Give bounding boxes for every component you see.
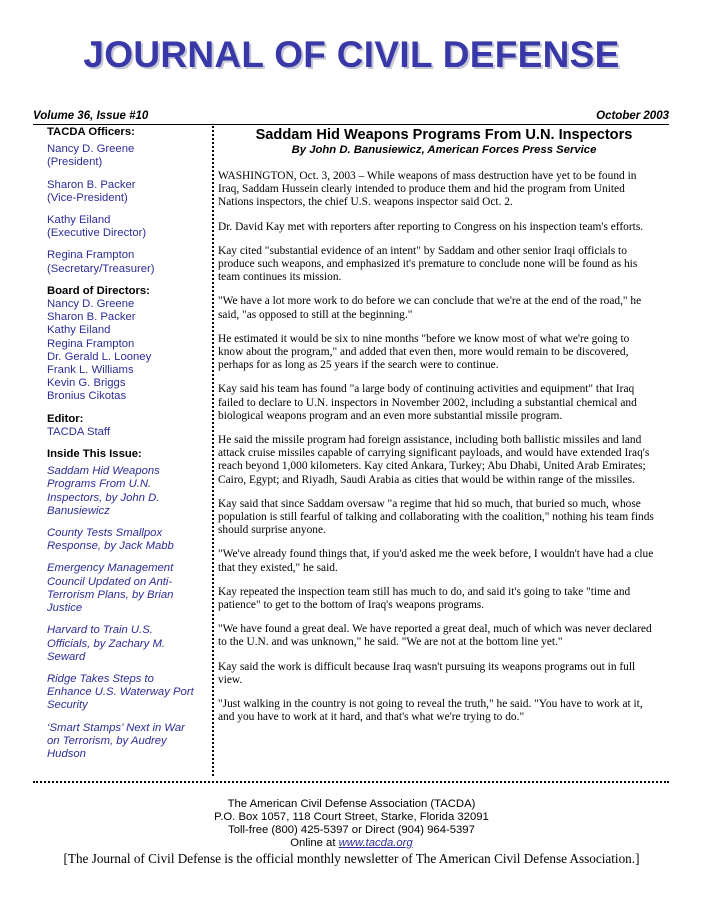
article-line: Iraq, Saddam Hussein clearly intended to produce them and hid the program from United	[218, 183, 625, 196]
inside-item-line: Programs From U.N.	[47, 478, 152, 491]
inside-item[interactable]	[47, 465, 207, 518]
issue-volume: Volume 36, Issue #10	[33, 110, 149, 122]
board-member: Nancy D. Greene	[47, 298, 135, 311]
masthead-title: JOURNAL OF CIVIL DEFENSE	[83, 34, 620, 75]
inside-item-line: ‘Smart Stamps’ Next in War	[47, 721, 185, 734]
article-line: "We have found a great deal. We have reported a great deal, much of which was never declared	[218, 623, 652, 636]
website-link[interactable]: www.tacda.org	[338, 837, 413, 849]
column-divider	[212, 126, 214, 776]
article-paragraph	[218, 661, 670, 687]
officer-role: (Secretary/Treasurer)	[47, 262, 155, 275]
article-line: reach beyond 1,000 kilometers. Kay cited Ankara, Turkey; Abu Dhabi, United Arab Emirates;	[218, 460, 646, 473]
inside-item-line: Saddam Hid Weapons	[47, 465, 160, 478]
article-line: patience" to get to the bottom of Iraq's weapons programs.	[218, 599, 485, 612]
board-member: Kathy Eiland	[47, 324, 111, 337]
article-line: Cairo, Egypt; and Riyadh, Saudi Arabia as cities that would be within range of the missiles.	[218, 473, 635, 486]
inside-item[interactable]	[47, 624, 207, 664]
footer-divider	[33, 781, 669, 783]
article-line: "Just walking in the country is not going to reveal the truth," he said. "You have to work at it,	[218, 698, 643, 711]
footer	[0, 798, 703, 867]
officer-role: (Vice-President)	[47, 191, 128, 204]
board-list	[47, 298, 207, 404]
inside-item-line: Banusiewicz	[47, 504, 110, 517]
footer-note: [The Journal of Civil Defense is the official monthly newsletter of The American Civil Defense Association.]	[63, 851, 640, 866]
article	[218, 127, 670, 736]
inside-item-line: Security	[47, 699, 88, 712]
board-member: Regina Frampton	[47, 337, 135, 350]
article-paragraph	[218, 383, 670, 423]
issue-date: October 2003	[596, 110, 669, 122]
board-member: Dr. Gerald L. Looney	[47, 350, 152, 363]
article-line: view.	[218, 673, 243, 686]
inside-item-line: County Tests Smallpox	[47, 527, 163, 540]
article-paragraph	[218, 434, 670, 487]
article-line: Kay repeated the inspection team still has much to do, and said it's going to take "time and	[218, 585, 631, 598]
article-line: failed to declare to U.N. inspectors in November 2002, including a substantial chemical and	[218, 396, 637, 409]
footer-org: The American Civil Defense Association (TACDA)	[227, 798, 476, 810]
inside-item-line: Seward	[47, 650, 86, 663]
article-line: produce such weapons, and emphasized it's premature to conclude none will be found as his	[218, 258, 638, 271]
article-byline: By John D. Banusiewicz, American Forces Press Service	[291, 144, 597, 156]
board-member: Kevin G. Briggs	[47, 377, 126, 390]
officer-role: (President)	[47, 156, 103, 169]
inside-item-line: Officials, by Zachary M.	[47, 637, 166, 650]
article-line: Kay said that since Saddam oversaw "a regime that hid so much, that buried so much, whose	[218, 497, 641, 510]
article-line: and you have to work at it hard, and that's what we're trying to do."	[218, 711, 525, 724]
article-line: biological weapons program and an even more substantial missile program.	[218, 409, 563, 422]
footer-online	[0, 837, 703, 850]
article-line: WASHINGTON, Oct. 3, 2003 – While weapons of mass destruction have yet to be found in	[218, 170, 637, 182]
inside-item[interactable]	[47, 722, 207, 762]
inside-item-line: Ridge Takes Steps to	[47, 672, 154, 685]
inside-item-line: Hudson	[47, 747, 86, 760]
officers-heading: TACDA Officers:	[47, 126, 135, 138]
article-paragraph	[218, 548, 670, 574]
article-line: population is still fearful of talking and collaborating with the coalition," nothing his team finds	[218, 511, 654, 524]
article-paragraph	[218, 170, 670, 210]
sidebar	[47, 126, 207, 761]
article-line: team continues its mission.	[218, 271, 342, 284]
article-line: Nations inspectors, the chief U.S. weapons inspector said Oct. 2.	[218, 196, 513, 209]
inside-item-line: Inspectors, by John D.	[47, 491, 160, 504]
footer-address: P.O. Box 1057, 118 Court Street, Starke, Florida 32091	[214, 811, 489, 823]
inside-item-line: Emergency Management	[47, 562, 174, 575]
inside-heading: Inside This Issue:	[47, 448, 142, 461]
inside-item[interactable]	[47, 562, 207, 615]
article-paragraph	[218, 698, 670, 724]
editor-heading: Editor:	[47, 412, 84, 425]
article-line: should surprise anyone.	[218, 524, 326, 537]
board-member: Sharon B. Packer	[47, 311, 136, 324]
article-paragraph	[218, 295, 670, 321]
issue-line	[33, 110, 669, 125]
board-member: Bronius Cikotas	[47, 390, 127, 403]
inside-item[interactable]	[47, 673, 207, 713]
article-line: perhaps for as long as 25 years if the search were to continue.	[218, 359, 499, 372]
article-body	[218, 170, 670, 725]
article-line: He said the missile program had foreign assistance, including both ballistic missiles and land	[218, 434, 642, 447]
inside-item-line: Response, by Jack Mabb	[47, 540, 174, 553]
inside-item-line: Justice	[47, 602, 83, 615]
article-line: know about the program," and added that even then, more would remain to be discovered,	[218, 346, 629, 359]
article-paragraph	[218, 498, 670, 538]
footer-phone: Toll-free (800) 425-5397 or Direct (904) 964-5397	[228, 824, 475, 836]
article-line: attack cruise missiles capable of carrying significant payloads, and would have extended Iraq's	[218, 447, 650, 460]
officer-name: Sharon B. Packer	[47, 178, 136, 191]
article-line: said, "as opposed to still at the beginning."	[218, 308, 413, 321]
article-line: that they existed," he said.	[218, 561, 338, 574]
officer-name: Nancy D. Greene	[47, 143, 135, 156]
article-line: Kay said his team has found "a large body of continuing activities and equipment" that Iraq	[218, 383, 635, 396]
article-paragraph	[218, 333, 670, 373]
inside-item-line: Enhance U.S. Waterway Port	[47, 686, 194, 699]
officer-entry	[47, 249, 207, 275]
inside-item-line: Council Updated on Anti-	[47, 575, 173, 588]
inside-item-line: Harvard to Train U.S.	[47, 624, 153, 637]
article-line: Dr. David Kay met with reporters after reporting to Congress on his inspection team's efforts.	[218, 220, 644, 233]
officer-entry	[47, 143, 207, 169]
officer-entry	[47, 179, 207, 205]
article-paragraph	[218, 245, 670, 285]
article-line: Kay cited "substantial evidence of an intent" by Saddam and other senior Iraqi officials to	[218, 244, 627, 257]
article-line: "We have a lot more work to do before we can conclude that we're at the end of the road," he	[218, 295, 642, 308]
inside-item-line: Terrorism Plans, by Brian	[47, 588, 174, 601]
article-paragraph	[218, 586, 670, 612]
article-line: "We've already found things that, if you'd asked me the week before, I wouldn't have had a clue	[218, 548, 654, 561]
officer-name: Kathy Eiland	[47, 214, 111, 227]
footer-online-prefix: Online at	[290, 837, 339, 849]
board-member: Frank L. Williams	[47, 364, 134, 377]
inside-item[interactable]	[47, 527, 207, 553]
article-title: Saddam Hid Weapons Programs From U.N. Inspectors	[255, 127, 633, 143]
editor-name: TACDA Staff	[47, 425, 110, 438]
officer-role: (Executive Director)	[47, 227, 147, 240]
officer-entry	[47, 214, 207, 240]
article-paragraph	[218, 623, 670, 649]
article-line: He estimated it would be six to nine months "before we know most of what we're going to	[218, 332, 630, 345]
officer-name: Regina Frampton	[47, 249, 135, 262]
article-line: Kay said the work is difficult because Iraq wasn't pursuing its weapons programs out in full	[218, 660, 636, 673]
article-line: to the U.N. and was unknown," he said. "We are not at the bottom line yet."	[218, 636, 563, 649]
inside-item-line: on Terrorism, by Audrey	[47, 734, 167, 747]
article-paragraph	[218, 221, 670, 234]
board-heading: Board of Directors:	[47, 284, 150, 297]
